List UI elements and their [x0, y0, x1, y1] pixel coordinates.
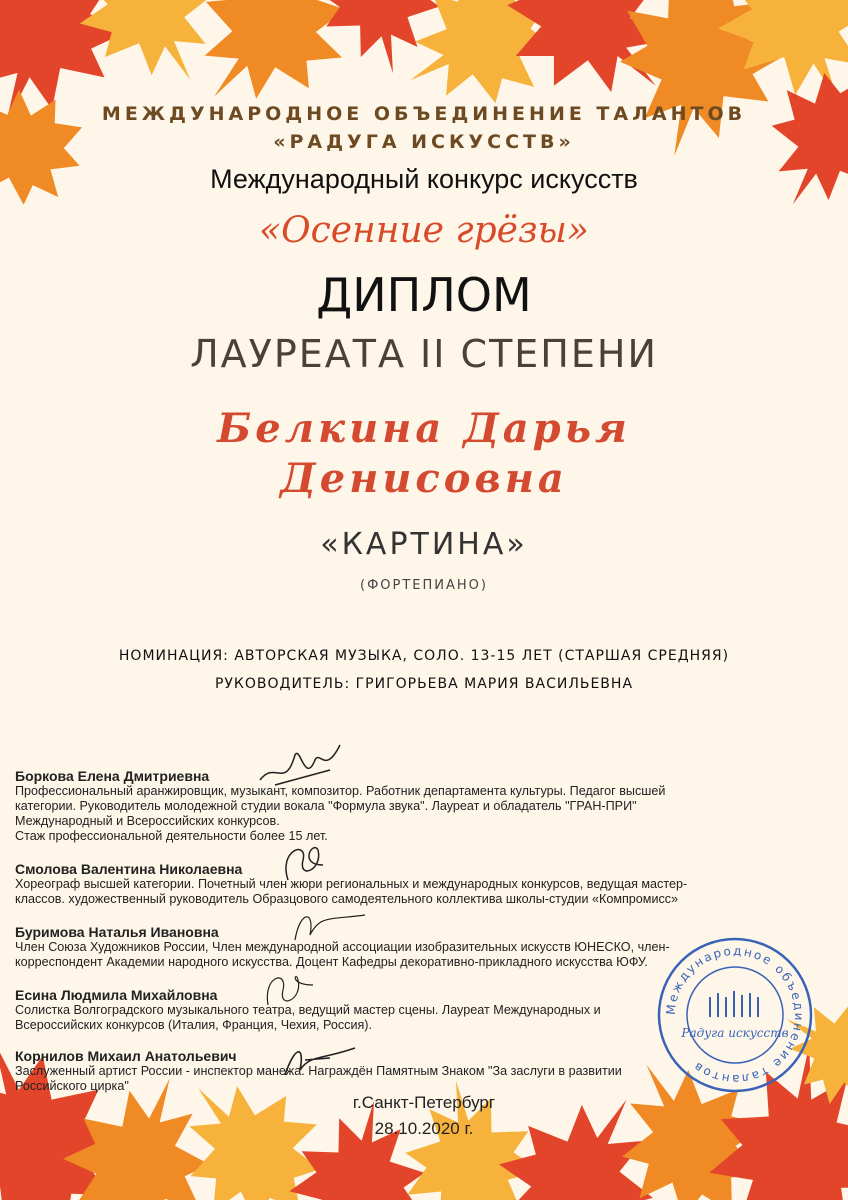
- stamp-center-text: Радуга искусств: [681, 1026, 789, 1040]
- organization-stamp: [655, 935, 815, 1095]
- signature: [290, 905, 370, 950]
- jury-name: Смолова Валентина Николаевна: [15, 861, 243, 877]
- jury-description-line: Заслуженный артист России - инспектор манежа. Награждён Памятным Знаком "За заслуги в развитии: [15, 1064, 622, 1078]
- jury-member: [15, 768, 805, 844]
- city: г.Санкт-Петербург: [352, 1093, 496, 1112]
- jury-name: Есина Людмила Михайловна: [15, 987, 218, 1003]
- hands-icon: [710, 991, 758, 1017]
- jury-description-line: Международный и Всероссийских конкурсов.: [15, 814, 280, 828]
- recipient-name-line-1: Белкина Дарья: [217, 405, 631, 452]
- jury-name: Буримова Наталья Ивановна: [15, 924, 219, 940]
- organization-line-1: МЕЖДУНАРОДНОЕ ОБЪЕДИНЕНИЕ ТАЛАНТОВ: [101, 103, 747, 125]
- diploma-degree: ЛАУРЕАТА II СТЕПЕНИ: [190, 332, 658, 376]
- jury-description-line: Профессиональный аранжировщик, музыкант, композитор. Работник департамента культуры. Педагог высшей: [15, 784, 666, 798]
- jury-description-line: Стаж профессиональной деятельности более 15 лет.: [15, 829, 328, 843]
- jury-description-line: Хореограф высшей категории. Почетный член жюри региональных и международных конкурсов, ведущая мастер-: [15, 877, 688, 891]
- work-instrument: (ФОРТЕПИАНО): [360, 578, 488, 593]
- jury-description-line: Солистка Волгоградского музыкального театра, ведущий мастер сцены. Лауреат Международных и: [15, 1003, 601, 1017]
- jury-name: Корнилов Михаил Анатольевич: [15, 1048, 237, 1064]
- signature: [280, 1040, 360, 1080]
- stamp-ring-text: Международное объединение талантов: [663, 943, 807, 1087]
- jury-description-line: Российского цирка": [15, 1079, 129, 1093]
- signature: [255, 740, 345, 800]
- diploma-title: ДИПЛОМ: [316, 268, 532, 322]
- jury-description-line: корреспондент Академии народного искусства. Доцент Кафедры декоративно-прикладного искусства ЮФУ.: [15, 955, 648, 969]
- nomination: НОМИНАЦИЯ: АВТОРСКАЯ МУЗЫКА, СОЛО. 13-15 ЛЕТ (СТАРШАЯ СРЕДНЯЯ): [118, 648, 730, 664]
- signature: [278, 840, 328, 890]
- contest-title: Международный конкурс искусств: [210, 164, 638, 194]
- signature: [258, 965, 318, 1015]
- jury-name: Боркова Елена Дмитриевна: [15, 768, 210, 784]
- supervisor: РУКОВОДИТЕЛЬ: ГРИГОРЬЕВА МАРИЯ ВАСИЛЬЕВНА: [214, 676, 634, 692]
- jury-description-line: Член Союза Художников России, Член международной ассоциации изобразительных искусств ЮНЕСКО, член-: [15, 940, 670, 954]
- organization-line-2: «РАДУГА ИСКУССТВ»: [273, 131, 575, 153]
- contest-theme: «Осенние грёзы»: [259, 210, 589, 251]
- recipient-name-line-2: Денисовна: [280, 455, 568, 502]
- date: 28.10.2020 г.: [374, 1119, 474, 1138]
- work-title: «КАРТИНА»: [320, 527, 528, 562]
- jury-description-line: Всероссийских конкурсов (Италия, Франция, Чехия, Россия).: [15, 1018, 373, 1032]
- jury-member: [15, 861, 805, 907]
- jury-description-line: классов. художественный руководитель Образцового самодеятельного коллектива школы-студии «Компромисс»: [15, 892, 679, 906]
- jury-description-line: категории. Руководитель молодежной студии вокала "Формула звука". Лауреат и обладатель "ГРАН-ПРИ": [15, 799, 637, 813]
